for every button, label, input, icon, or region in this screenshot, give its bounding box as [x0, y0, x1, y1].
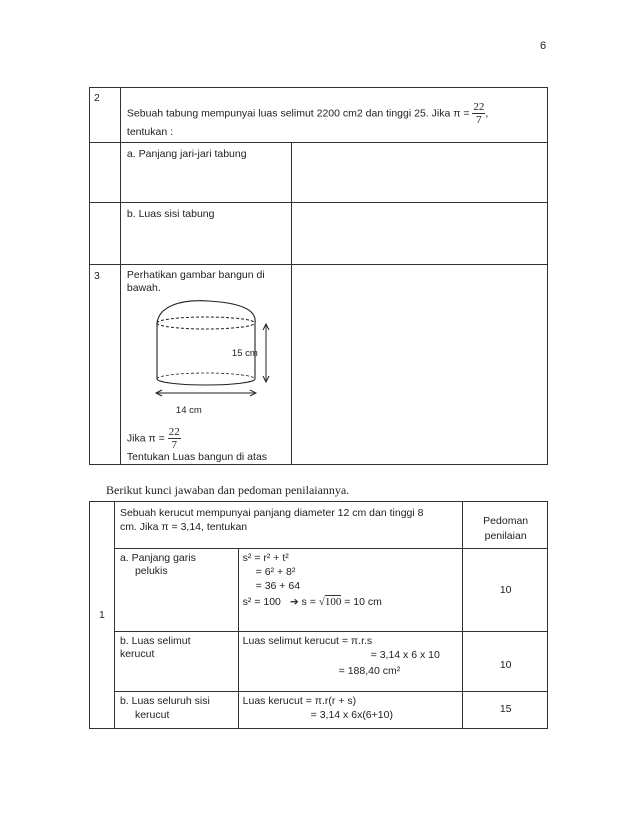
- problem-3-number: 3: [94, 270, 100, 282]
- s-result: = 10 cm: [344, 596, 382, 608]
- answer-question-cell: [114, 502, 462, 549]
- row-c-work-2: = 3,14 x 6x(6+10): [310, 709, 393, 721]
- row-c-work-cell: [238, 692, 463, 729]
- pi-denominator: 7: [171, 439, 177, 451]
- row-a-label-cell: [114, 549, 238, 632]
- row-a-score: 10: [499, 584, 512, 596]
- pi-numerator: 22: [473, 101, 485, 113]
- part-a-label: a. Panjang jari-jari tabung: [126, 148, 247, 160]
- row-b-label-1: b. Luas selimut: [119, 635, 191, 647]
- answer-key-intro: Berikut kunci jawaban dan pedoman penilaiannya.: [106, 483, 350, 497]
- part-b-answer-cell: [291, 203, 547, 265]
- answer-key-table: [89, 501, 548, 729]
- answer-number: 1: [99, 609, 105, 621]
- part-a-cell: [120, 143, 291, 203]
- sqrt-icon: √: [318, 596, 325, 608]
- problem-3-answer-cell: [291, 265, 547, 465]
- top-ellipse-back: [157, 317, 255, 323]
- problem-3-line1: Perhatikan gambar bangun di: [126, 269, 265, 281]
- s-equals: s =: [301, 596, 316, 608]
- row-b-work-1: Luas selimut kerucut = π.r.s: [242, 635, 373, 647]
- row-a-work-1: s² = r² + t²: [242, 552, 289, 564]
- problem-3-line2: bawah.: [126, 282, 161, 294]
- pi-prefix: Jika π =: [126, 432, 165, 445]
- page-number: 6: [540, 40, 547, 52]
- answer-number-cell: [90, 502, 115, 729]
- part-b-cell: [120, 203, 291, 265]
- empty-number-cell: [90, 203, 121, 265]
- bottom-ellipse-front: [157, 379, 255, 385]
- problem-3-pi: [127, 426, 181, 451]
- cylinder-dome-figure: [149, 295, 289, 410]
- row-b-work-cell: [238, 632, 463, 692]
- problem-2-question-text: Sebuah tabung mempunyai luas selimut 2200 cm2 dan tinggi 25. Jika π =: [126, 107, 470, 120]
- row-a-score-cell: [463, 549, 548, 632]
- problem-3-instruction: Tentukan Luas bangun di atas: [126, 451, 268, 463]
- row-b-score-cell: [463, 632, 548, 692]
- problem-2-question: [127, 101, 488, 126]
- row-a-work-4: [243, 596, 382, 609]
- empty-number-cell: [90, 143, 121, 203]
- pi-fraction-3: [168, 426, 181, 451]
- row-c-label-cell: [114, 692, 238, 729]
- dome-outline: [157, 301, 255, 323]
- sqrt-radicand: 100: [324, 596, 342, 608]
- diameter-label: 14 cm: [175, 405, 202, 416]
- row-c-label-2: kerucut: [134, 709, 170, 721]
- top-ellipse-front: [157, 323, 255, 329]
- row-b-work-3: = 188,40 cm²: [338, 665, 401, 677]
- row-a-work-2: = 6² + 8²: [255, 566, 296, 578]
- row-b-label-2: kerucut: [119, 648, 155, 660]
- row-b-score: 10: [499, 659, 512, 671]
- row-c-work-1: Luas kerucut = π.r(r + s): [242, 695, 357, 707]
- part-b-label: b. Luas sisi tabung: [126, 208, 215, 220]
- bottom-ellipse-back: [157, 373, 255, 379]
- right-arrow-icon: ➔: [289, 596, 299, 608]
- height-label: 15 cm: [231, 348, 258, 359]
- part-a-answer-cell: [291, 143, 547, 203]
- row-a-work-cell: [238, 549, 463, 632]
- problem-2-question-cell: [120, 88, 547, 143]
- answer-question-line2: cm. Jika π = 3,14, tentukan: [119, 521, 248, 533]
- problem-3-cell: [120, 265, 291, 465]
- row-b-work-2: = 3,14 x 6 x 10: [370, 649, 440, 661]
- row-b-label-cell: [114, 632, 238, 692]
- row-c-score-cell: [463, 692, 548, 729]
- row-a-work-3: = 36 + 64: [255, 580, 301, 592]
- problem-2-number: 2: [94, 92, 100, 104]
- problems-table: [89, 87, 548, 465]
- problem-3-number-cell: [90, 265, 121, 465]
- pedoman-header-cell: [463, 502, 548, 549]
- pedoman-header-1: Pedoman: [483, 515, 529, 527]
- pi-numerator: 22: [168, 426, 180, 438]
- row-a-label-2: pelukis: [134, 565, 168, 577]
- row-c-score: 15: [499, 703, 512, 715]
- pedoman-header-2: penilaian: [484, 530, 527, 542]
- pi-comma: ,: [485, 107, 489, 120]
- answer-question-line1: Sebuah kerucut mempunyai panjang diameter 12 cm dan tinggi 8: [119, 507, 424, 519]
- s-squared-equals: s² = 100: [242, 596, 281, 608]
- problem-2-number-cell: [90, 88, 121, 143]
- problem-2-question-line2: tentukan :: [126, 126, 174, 138]
- row-c-label-1: b. Luas seluruh sisi: [119, 695, 210, 707]
- pi-denominator: 7: [476, 114, 482, 126]
- pi-fraction: [472, 101, 485, 126]
- row-a-label-1: a. Panjang garis: [119, 552, 196, 564]
